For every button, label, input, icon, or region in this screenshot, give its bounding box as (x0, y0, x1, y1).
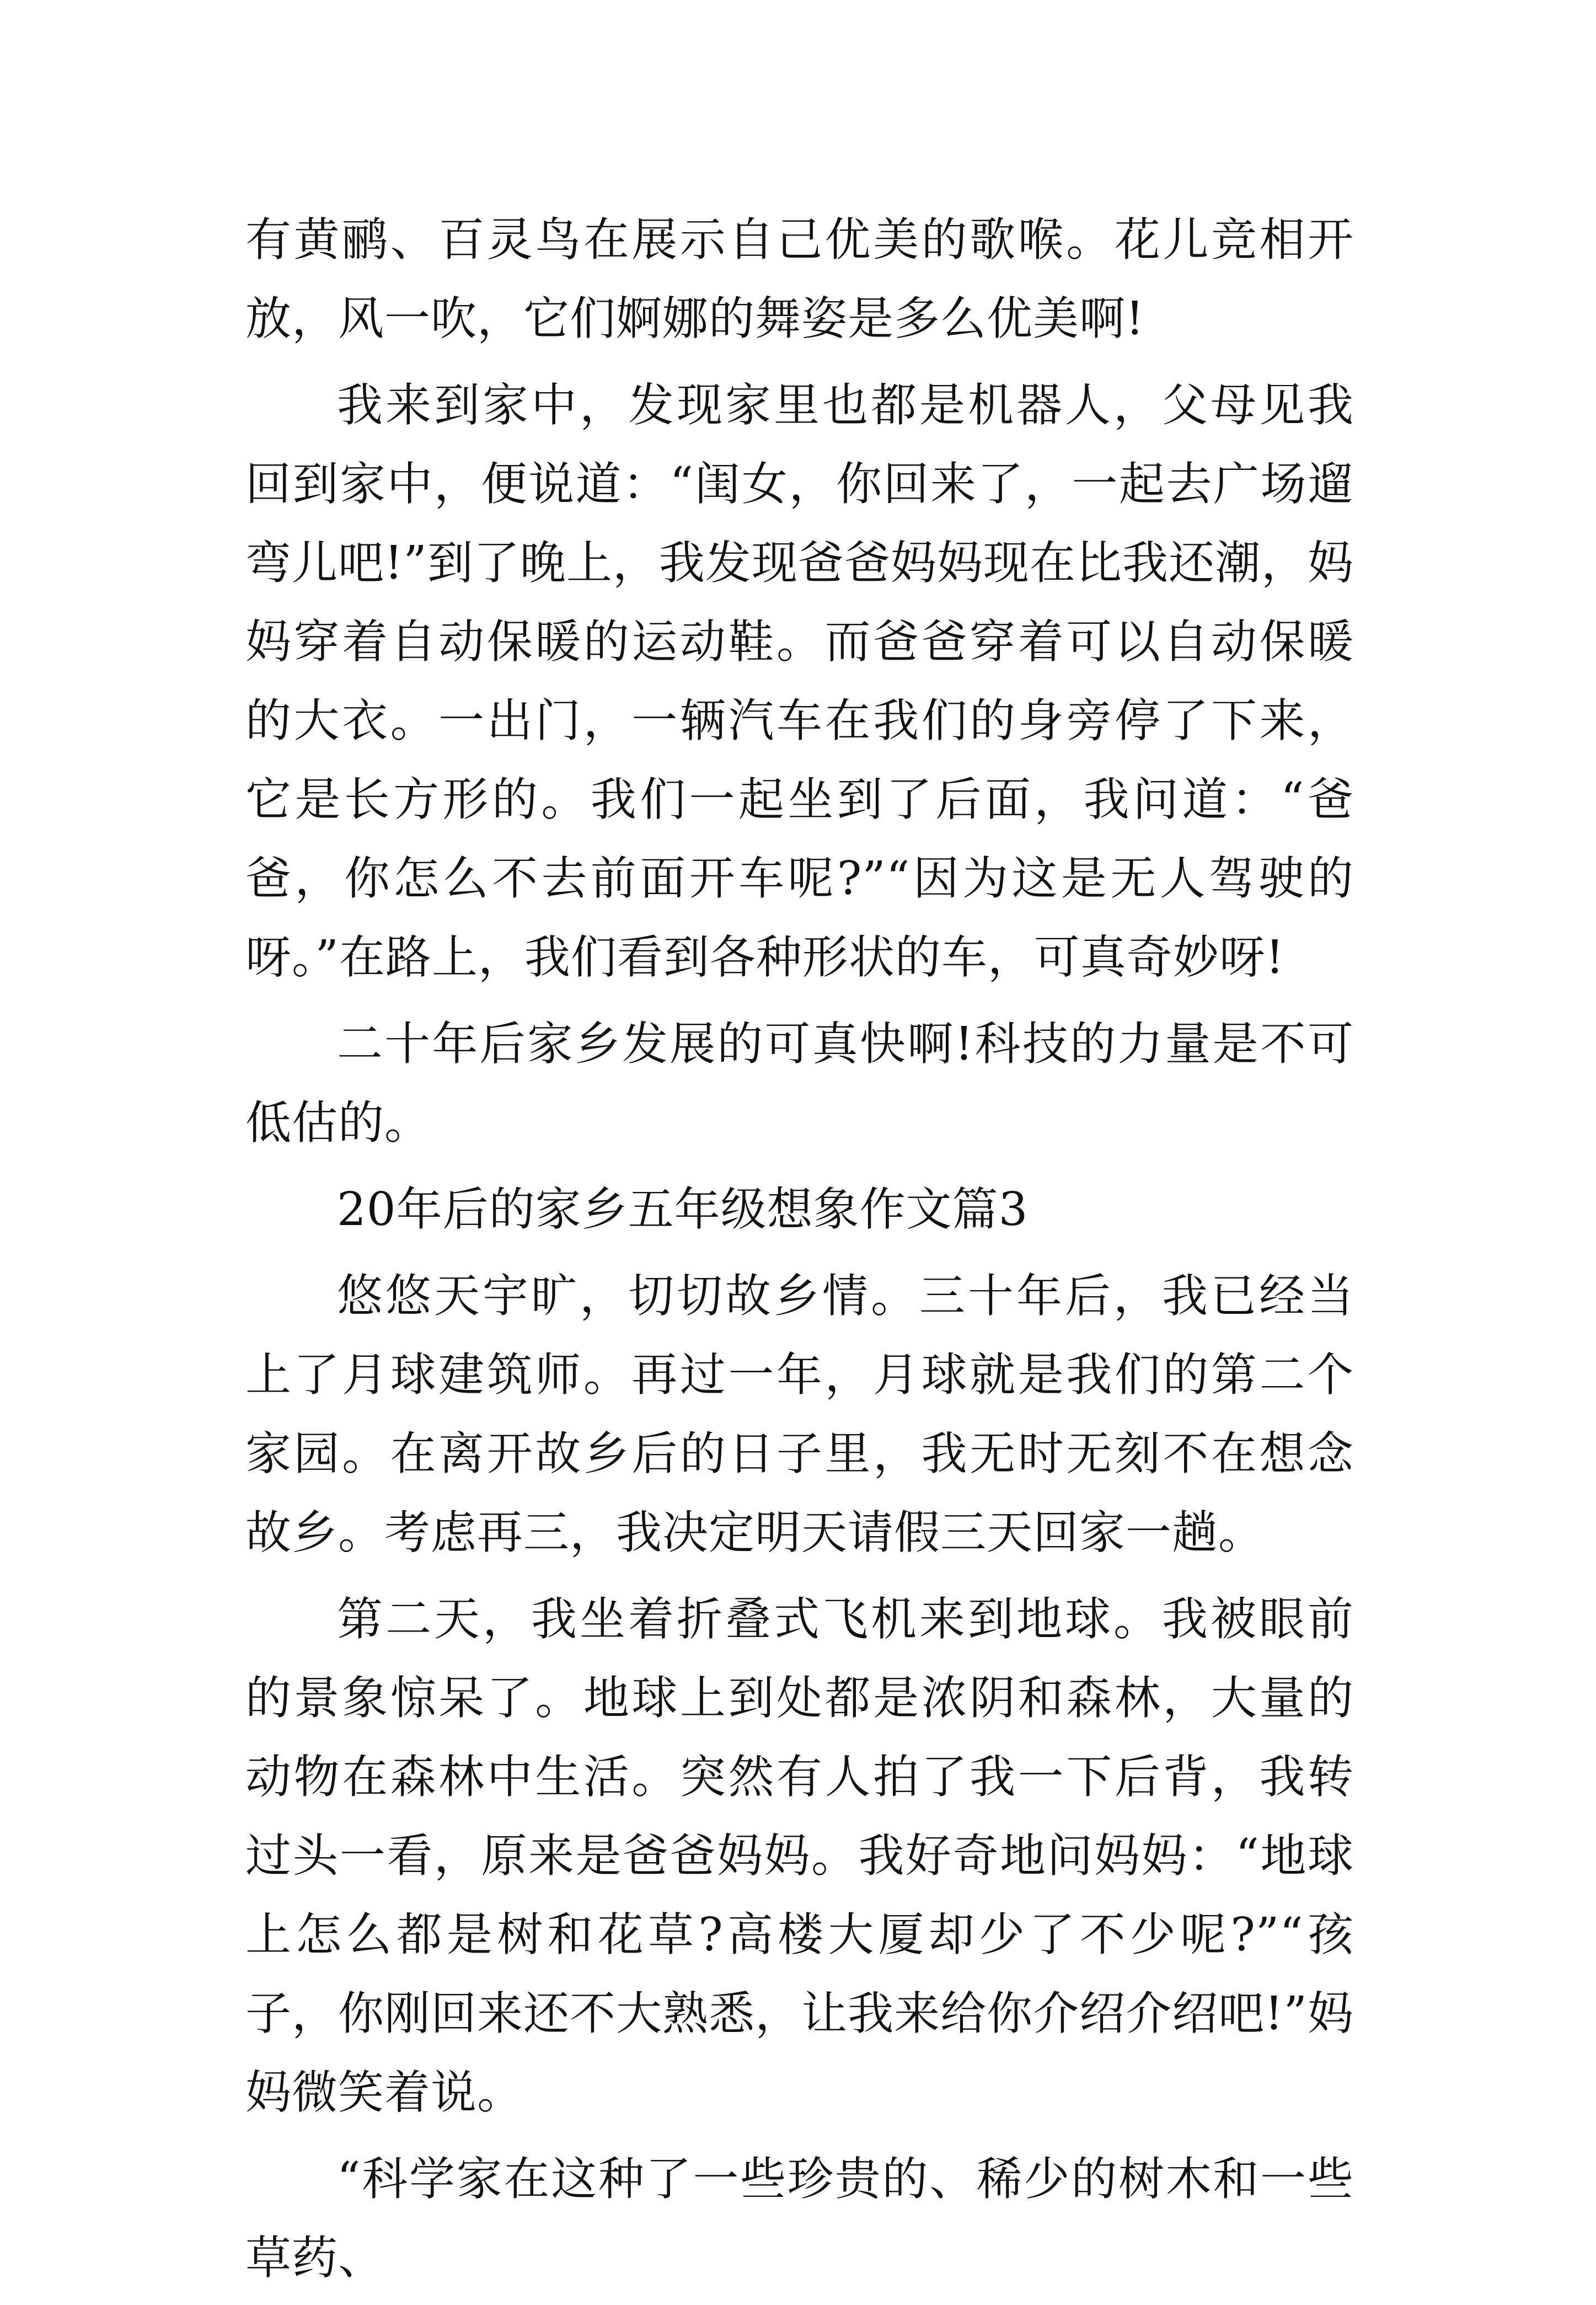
paragraph-scientists: “科学家在这种了一些珍贵的、稀少的树木和一些草药、 (245, 2152, 1354, 2285)
paragraph-return-earth: 第二天，我坐着折叠式飞机来到地球。我被眼前的景象惊呆了。地球上到处都是浓阴和森林，大量的动物在森林中生活。突然有人拍了我一下后背，我转过头一看，原来是爸爸妈妈。我好奇地问妈妈：“地球上怎么都是树和花草?高楼大厦却少了不少呢?”“孩子，你刚回来还不大熟悉，让我来给你介绍介绍吧!”妈妈微笑着说。 (245, 1592, 1354, 2119)
paragraph-continuation: 有黄鹂、百灵鸟在展示自己优美的歌喉。花儿竞相开放，风一吹，它们婀娜的舞姿是多么优美啊! (245, 213, 1354, 345)
section-heading: 20年后的家乡五年级想象作文篇3 (337, 1183, 1029, 1236)
paragraph-moon-architect: 悠悠天宇旷，切切故乡情。三十年后，我已经当上了月球建筑师。再过一年，月球就是我们的第二个家园。在离开故乡后的日子里，我无时无刻不在想念故乡。考虑再三，我决定明天请假三天回家一趟。 (245, 1269, 1354, 1559)
paragraph-home-robots: 我来到家中，发现家里也都是机器人，父母见我回到家中，便说道：“闺女，你回来了，一起去广场遛弯儿吧!”到了晚上，我发现爸爸妈妈现在比我还潮，妈妈穿着自动保暖的运动鞋。而爸爸穿着可以自动保暖的大衣。一出门，一辆汽车在我们的身旁停了下来，它是长方形的。我们一起坐到了后面，我问道：“爸爸，你怎么不去前面开车呢?”“因为这是无人驾驶的呀。”在路上，我们看到各种形状的车，可真奇妙呀! (245, 378, 1354, 984)
document-body (245, 200, 1354, 2305)
paragraph-conclusion: 二十年后家乡发展的可真快啊!科技的力量是不可低估的。 (245, 1017, 1354, 1149)
